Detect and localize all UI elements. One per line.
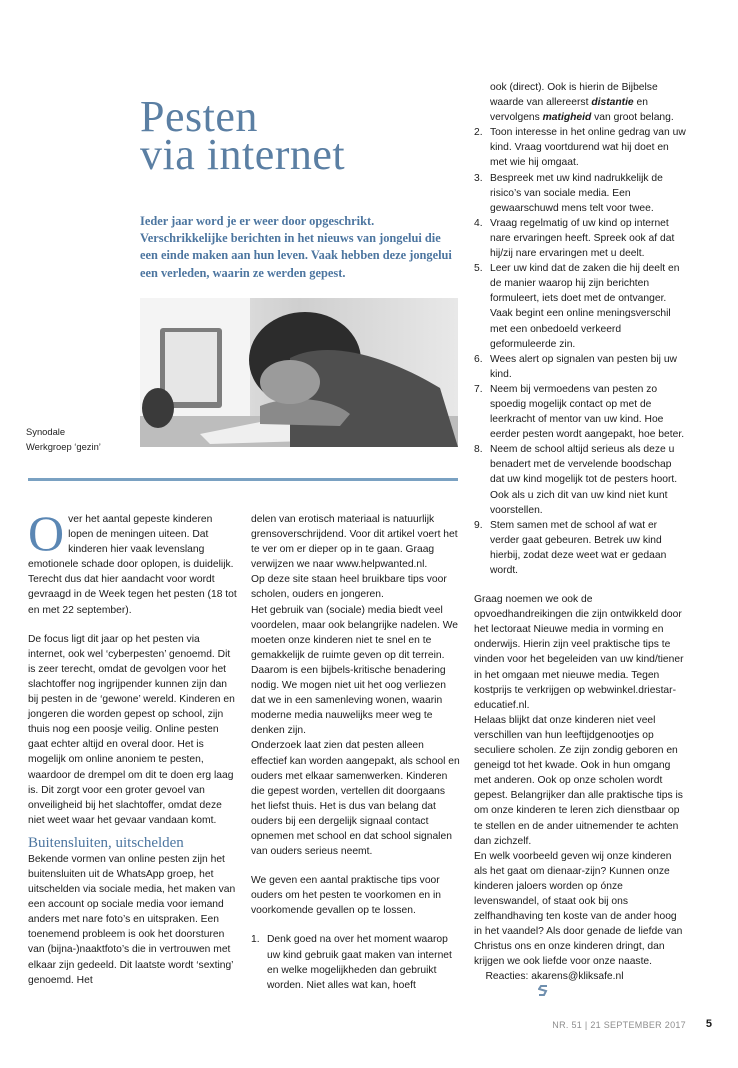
list-text: Neem bij vermoedens van pesten zo spoedig mogelijk contact op met de leerkracht of mentor van uw kind. Hoe eerder pesten wordt aangepakt, hoe beter. [490, 383, 685, 441]
list-text: van groot belang. [591, 112, 674, 124]
list-number: 1. [251, 934, 260, 946]
list-text: Denk goed na over het moment waarop uw kind gebruik gaat maken van internet en welke mogelijkheden dan gebruikt worden. Niet alles wat kan, hoeft [267, 934, 452, 991]
column-1 [28, 505, 238, 988]
list-item [474, 261, 686, 352]
list-number: 7. [474, 383, 483, 395]
emphasis-distantie: distantie [591, 97, 634, 109]
list-number: 6. [474, 353, 483, 365]
reactions-line [474, 969, 686, 1000]
issue-footer: NR. 51 | 21 SEPTEMBER 2017 [552, 1020, 686, 1030]
reactions-email: Reacties: akarens@kliksafe.nl [485, 971, 624, 983]
photo-child-at-laptop [140, 298, 458, 447]
tips-list [474, 80, 686, 578]
list-number: 4. [474, 217, 483, 229]
paragraph: De focus ligt dit jaar op het pesten via internet, ook wel ‘cyberpesten’ genoemd. Dit is zeer terecht, omdat de gevolgen voor het slachtoffer nog ingrijpender kunnen zijn dan bij pesten in de ‘gewone’ wereld. Kinderen en jongeren die worden gepest op school, zijn thuis nog een poosje veilig. Online pesten gaat echter altijd en overal door. Het is mogelijk om online anoniem te pesten, waardoor de drempel om dit te doen erg laag is. Dit zorgt voor een groter gevoel van onveiligheid bij het slachtoffer, omdat deze niet weet waar het gevaar vandaan komt. [28, 633, 235, 826]
list-text: Bespreek met uw kind nadrukkelijk de risico’s van sociale media. Een gewaarschuwd mens telt voor twee. [490, 172, 663, 214]
paragraph: Onderzoek laat zien dat pesten alleen effectief kan worden aangepakt, als school en ouders met elkaar samenwerken. Kinderen die gepest worden, vertellen dit doorgaans het liefst thuis. Het is dus van belang dat ouders bij een dergelijk signaal contact opnemen met school en dat school signalen van ouders serieus neemt. [251, 740, 460, 858]
column-3 [474, 80, 686, 1001]
list-item [474, 171, 686, 216]
article-title [140, 92, 346, 179]
list-item [474, 442, 686, 517]
list-number: 8. [474, 444, 483, 456]
paragraph: Bekende vormen van online pesten zijn het buitensluiten uit de WhatsApp groep, het uitschelden via sociale media, het maken van een account op sociale media voor iemand anders met nare foto’s en uitspraken. Een toenemend probleem is ook het doorsturen van (bijna-)naaktfoto’s die in vertrouwen met elkaar zijn gedeeld. Dit laatste wordt ‘sexting’ genoemd. Het [28, 853, 236, 986]
paragraph: We geven een aantal praktische tips voor ouders om het pesten te voorkomen en in voorkomende gevallen op te lossen. [251, 875, 442, 917]
paragraph: Het gebruik van (sociale) media biedt veel voordelen, maar ook belangrijke nadelen. We moeten onze kinderen niet te snel en te gemakkelijk de ruimte geven op dit terrein. Daarom is een bijbels-kritische benadering nodig. We mogen niet uit het oog verliezen dat we in een samenleving wonen, waarin moderne media nauwelijks meer weg te denken zijn. [251, 604, 459, 737]
list-item [251, 932, 461, 992]
list-number: 2. [474, 127, 483, 139]
list-text: Neem de school altijd serieus als deze u benadert met de vervelende boodschap dat uw kind mogelijk tot de pesters hoort. Ook als u zich dit van uw kind niet kunt voorstellen. [490, 444, 678, 516]
byline [26, 424, 101, 454]
byline-line-2: Werkgroep ‘gezin’ [26, 441, 101, 452]
paragraph-text: ver het aantal gepeste kinderen lopen de meningen uiteen. Dat kinderen hier vaak levenslang emotionele schade door oplopen, is duidelijk. Terecht dus dat hier aandacht voor wordt gevraagd in de Week tegen het pesten (18 tot en met 22 september). [28, 514, 237, 616]
list-text: Toon interesse in het online gedrag van uw kind. Vraag voortdurend wat hij doet en met wie hij omgaat. [490, 127, 686, 169]
column-2 [251, 512, 461, 993]
list-item [474, 216, 686, 261]
divider-rule [28, 478, 458, 481]
paragraph: Graag noemen we ook de opvoedhandreikingen die zijn ontwikkeld door het lectoraat Nieuwe media in vorming en onderwijs. Hierin zijn veel praktische tips te vinden voor het begeleiden van uw kind/tiener in het omgaan met nieuwe media. Tegen kostprijs te verkrijgen op webwinkel.driestar-educatief.nl. [474, 594, 684, 711]
list-text: ook (direct). Ook is hierin de Bijbelse waarde van allereerst [490, 82, 658, 109]
list-number: 3. [474, 172, 483, 184]
list-text: Vraag regelmatig of uw kind op internet nare ervaringen heeft. Spreek ook af dat hij/zij nare ervaringen met u deelt. [490, 217, 675, 260]
list-item [474, 352, 686, 382]
list-item [474, 382, 686, 442]
list-text: Leer uw kind dat de zaken die hij deelt en de manier waarop hij zijn berichten formuleert, iets doet met de ontvanger. Vaak begint een online meningsverschil met een onbedoeld verkeerd geformuleerde zin. [490, 263, 680, 350]
list-number: 9. [474, 519, 483, 531]
list-text: Stem samen met de school af wat er verder gaat gebeuren. Betrek uw kind hierbij, zodat deze weet wat er gedaan wordt. [490, 519, 667, 576]
page-number: 5 [705, 1018, 712, 1030]
intro-text: Ieder jaar word je er weer door opgeschrikt. Verschrikkelijke berichten in het nieuws van jongelui die een einde maken aan hun leven. Vaak hebben deze jongelui een verleden, waarin ze werden gepest. [140, 214, 452, 280]
paragraph-opening [28, 505, 238, 618]
list-text: en vervolgens [490, 97, 648, 124]
list-item [474, 125, 686, 170]
paragraph: delen van erotisch materiaal is natuurlijk grensoverschrijdend. Voor dit artikel voert het te ver om er dieper op in te gaan. Graag verwijzen we naar www.helpwanted.nl. [251, 514, 458, 571]
paragraph: Helaas blijkt dat onze kinderen niet veel verschillen van hun leeftijdgenootjes op seculiere scholen. Ze zijn zondig geboren en geneigd tot het kwade. Ook in hun omgang met anderen. Ook op onze scholen wordt gepest. Belangrijker dan alle praktische tips is om onze kinderen te leren zich dienstbaar op te stellen en de ander uitnemender te achten dan zichzelf. [474, 714, 683, 847]
subheading: Buitensluiten, uitschelden [28, 834, 184, 851]
paragraph: En welk voorbeeld geven wij onze kinderen als het gaat om dienaar-zijn? Kunnen onze kinderen jaloers worden op ónze levenswandel, of staat ook bij ons zelfhandhaving ten koste van de ander hoog in het vaandel? Als door genade de liefde van Christus ons en onze kinderen dringt, dan krijgen we ook liefde voor onze naaste. [474, 850, 683, 968]
paragraph: Op deze site staan heel bruikbare tips voor scholen, ouders en jongeren. [251, 574, 447, 601]
list-item-continued [474, 80, 686, 125]
emphasis-matigheid: matigheid [542, 112, 592, 124]
list-number: 5. [474, 263, 483, 275]
title-line-2: via internet [140, 130, 346, 179]
tips-list-start [251, 932, 461, 992]
end-mark-icon [538, 985, 548, 1001]
photo-illustration [140, 298, 458, 447]
list-text: Wees alert op signalen van pesten bij uw kind. [490, 353, 677, 380]
title-line-1: Pesten [140, 92, 258, 141]
list-item [474, 518, 686, 578]
byline-line-1: Synodale [26, 426, 66, 437]
drop-cap: O [28, 505, 65, 561]
